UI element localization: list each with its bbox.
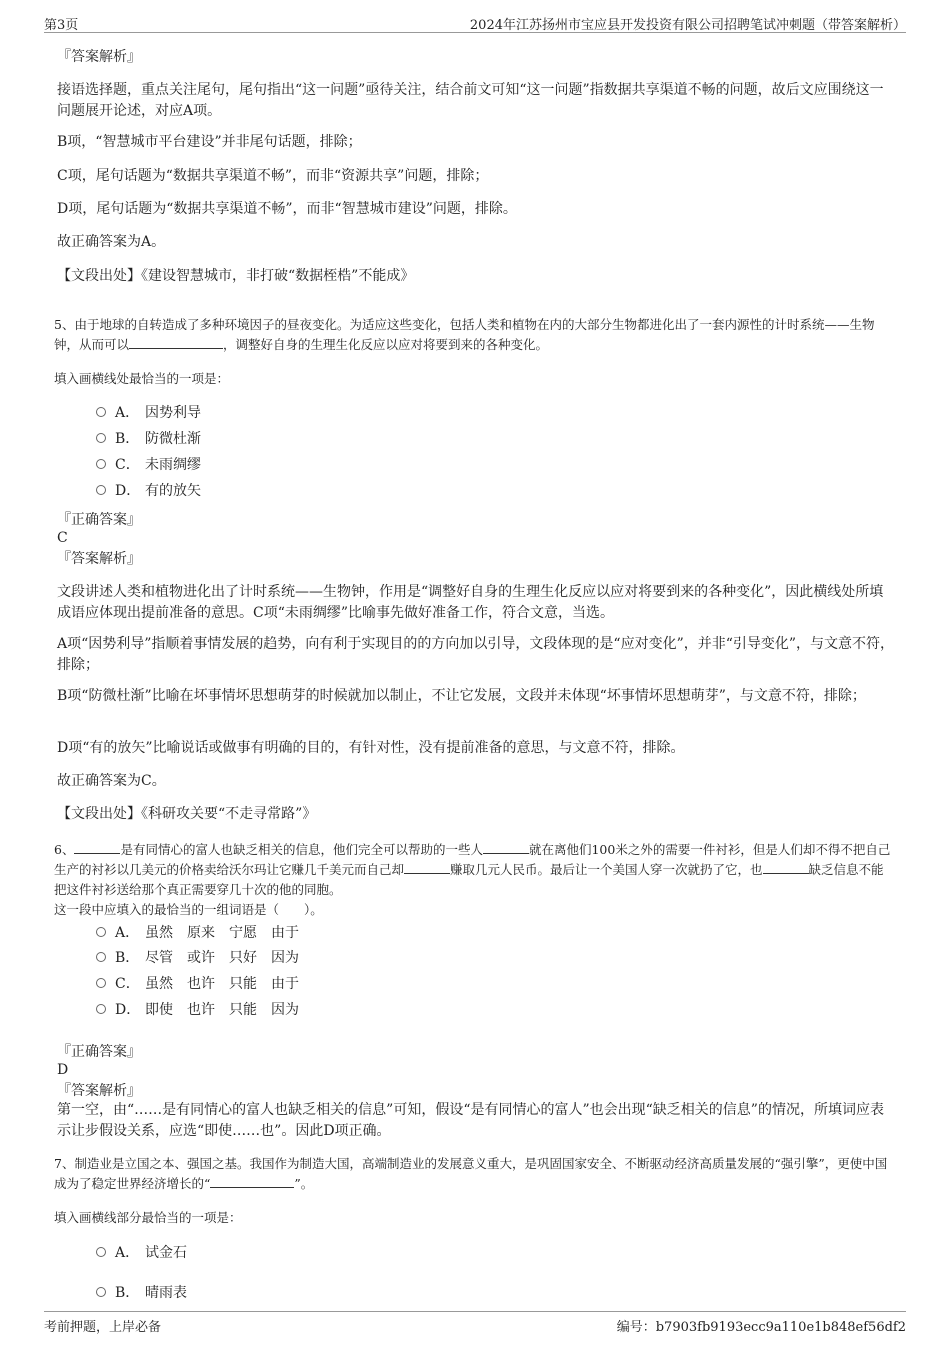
- q6-blank-2: [483, 840, 529, 854]
- q6-answer: D: [57, 1062, 69, 1078]
- q6-analysis-p1: 第一空，由“……是有同情心的富人也缺乏相关的信息”可知，假设“是有同情心的富人”也会出现“缺乏相关的信息”的情况，所填词应表示让步假设关系，应选“即使……也”。因此D项正确。: [57, 1102, 884, 1139]
- q6-stem: 6、 是有同情心的富人也缺乏相关的信息，他们完全可以帮助的一些人 就在离他们100米之外的需要一件衬衫，但是人们却不得不把自己生产的衬衫以几美元的价格卖给沃尔玛让它赚几千美元而自己却 赚取几元人民币。最后让一个美国人穿一次就扔了它，也 缺乏信息不能把这件衬衫送给那个真正需要穿几十次的他的同胞。: [54, 842, 891, 897]
- q6-prompt: 这一段中应填入的最恰当的一组词语是（ ）。: [54, 902, 323, 917]
- q7-option-a[interactable]: A． 试金石: [96, 1243, 187, 1263]
- page-footer: [44, 1311, 906, 1335]
- q7-blank: [210, 1174, 294, 1188]
- q5-analysis-p3: B项“防微杜渐”比喻在坏事情坏思想萌芽的时候就加以制止，不让它发展，文段并未体现“坏事情坏思想萌芽”，与文意不符，排除；: [57, 688, 866, 704]
- footer-slogan: 考前押题，上岸必备: [44, 1320, 162, 1335]
- document-id: 编号：b7903fb9193ecc9a110e1b848ef56df2: [616, 1320, 906, 1335]
- q6-option-c[interactable]: C． 虽然 也许 只能 由于: [96, 974, 313, 994]
- q5-analysis-p4: D项“有的放矢”比喻说话或做事有明确的目的，有针对性，没有提前准备的意思，与文意不符，排除。: [57, 740, 685, 756]
- radio-icon[interactable]: [96, 1247, 106, 1257]
- q6-blank-1: [74, 840, 120, 854]
- radio-icon[interactable]: [96, 485, 106, 495]
- page-number: 第3页: [44, 18, 79, 33]
- q4-analysis-p4: D项，尾句话题为“数据共享渠道不畅”，而非“智慧城市建设”问题，排除。: [57, 201, 517, 217]
- q5-analysis-p2: A项“因势利导”指顺着事情发展的趋势，向有利于实现目的的方向加以引导，文段体现的是“应对变化”，并非“引导变化”，与文意不符，排除；: [57, 636, 895, 673]
- radio-icon[interactable]: [96, 927, 106, 937]
- q5-conclusion: 故正确答案为C。: [57, 773, 166, 789]
- q5-stem: 5、由于地球的自转造成了多种环境因子的昼夜变化。为适应这些变化，包括人类和植物在内的大部分生物都进化出了一套内源性的计时系统——生物钟，从而可以 ，调整好自身的生理生化反应以应对将要到来的各种变化。: [54, 317, 875, 352]
- q6-option-d[interactable]: D． 即使 也许 只能 因为: [96, 1000, 313, 1020]
- q4-analysis-p2: B项，“智慧城市平台建设”并非尾句话题，排除；: [57, 134, 362, 150]
- radio-icon[interactable]: [96, 433, 106, 443]
- document-title: 2024年江苏扬州市宝应县开发投资有限公司招聘笔试冲刺题（带答案解析）: [469, 18, 906, 33]
- q5-source: 【文段出处】《科研攻关要“不走寻常路”》: [57, 806, 317, 822]
- q5-option-c[interactable]: C． 未雨绸缪: [96, 455, 201, 475]
- q5-analysis-p1: 文段讲述人类和植物进化出了计时系统——生物钟，作用是“调整好自身的生理生化反应以应对将要到来的各种变化”，因此横线处所填成语应体现出提前准备的意思。C项“未雨绸缪”比喻事先做好准备工作，符合文意，当选。: [57, 584, 884, 621]
- q4-analysis-p3: C项，尾句话题为“数据共享渠道不畅”，而非“资源共享”问题，排除；: [57, 168, 489, 184]
- radio-icon[interactable]: [96, 978, 106, 988]
- q4-source: 【文段出处】《建设智慧城市，非打破“数据桎梏”不能成》: [57, 268, 415, 284]
- q5-option-b[interactable]: B． 防微杜渐: [96, 429, 201, 449]
- q5-option-d[interactable]: D． 有的放矢: [96, 481, 201, 501]
- q6-option-a[interactable]: A． 虽然 原来 宁愿 由于: [96, 923, 313, 943]
- radio-icon[interactable]: [96, 407, 106, 417]
- q6-blank-4: [763, 860, 809, 874]
- q7-prompt: 填入画横线部分最恰当的一项是：: [54, 1210, 242, 1225]
- page-header: [44, 14, 906, 33]
- q4-analysis-p1: 接语选择题，重点关注尾句，尾句指出“这一问题”亟待关注，结合前文可知“这一问题”指数据共享渠道不畅的问题，故后文应围绕这一问题展开论述，对应A项。: [57, 82, 884, 119]
- q5-analysis-label: 『答案解析』: [57, 551, 141, 567]
- q5-answer-label: 『正确答案』: [57, 512, 141, 528]
- radio-icon[interactable]: [96, 952, 106, 962]
- q6-answer-label: 『正确答案』: [57, 1044, 141, 1060]
- q5-prompt: 填入画横线处最恰当的一项是：: [54, 371, 230, 386]
- q5-option-a[interactable]: A． 因势利导: [96, 403, 201, 423]
- q5-blank: [129, 335, 223, 349]
- q4-analysis-label: 『答案解析』: [57, 49, 141, 65]
- q4-conclusion: 故正确答案为A。: [57, 234, 166, 250]
- radio-icon[interactable]: [96, 459, 106, 469]
- q5-answer: C: [57, 530, 68, 546]
- q6-option-b[interactable]: B． 尽管 或许 只好 因为: [96, 948, 313, 968]
- radio-icon[interactable]: [96, 1004, 106, 1014]
- q7-stem: 7、制造业是立国之本、强国之基。我国作为制造大国，高端制造业的发展意义重大，是巩固国家安全、不断驱动经济高质量发展的“强引擎”，更使中国成为了稳定世界经济增长的“ ”。: [54, 1156, 888, 1191]
- q7-option-b[interactable]: B． 晴雨表: [96, 1283, 187, 1303]
- radio-icon[interactable]: [96, 1287, 106, 1297]
- q6-blank-3: [404, 860, 450, 874]
- q6-analysis-label: 『答案解析』: [57, 1083, 141, 1099]
